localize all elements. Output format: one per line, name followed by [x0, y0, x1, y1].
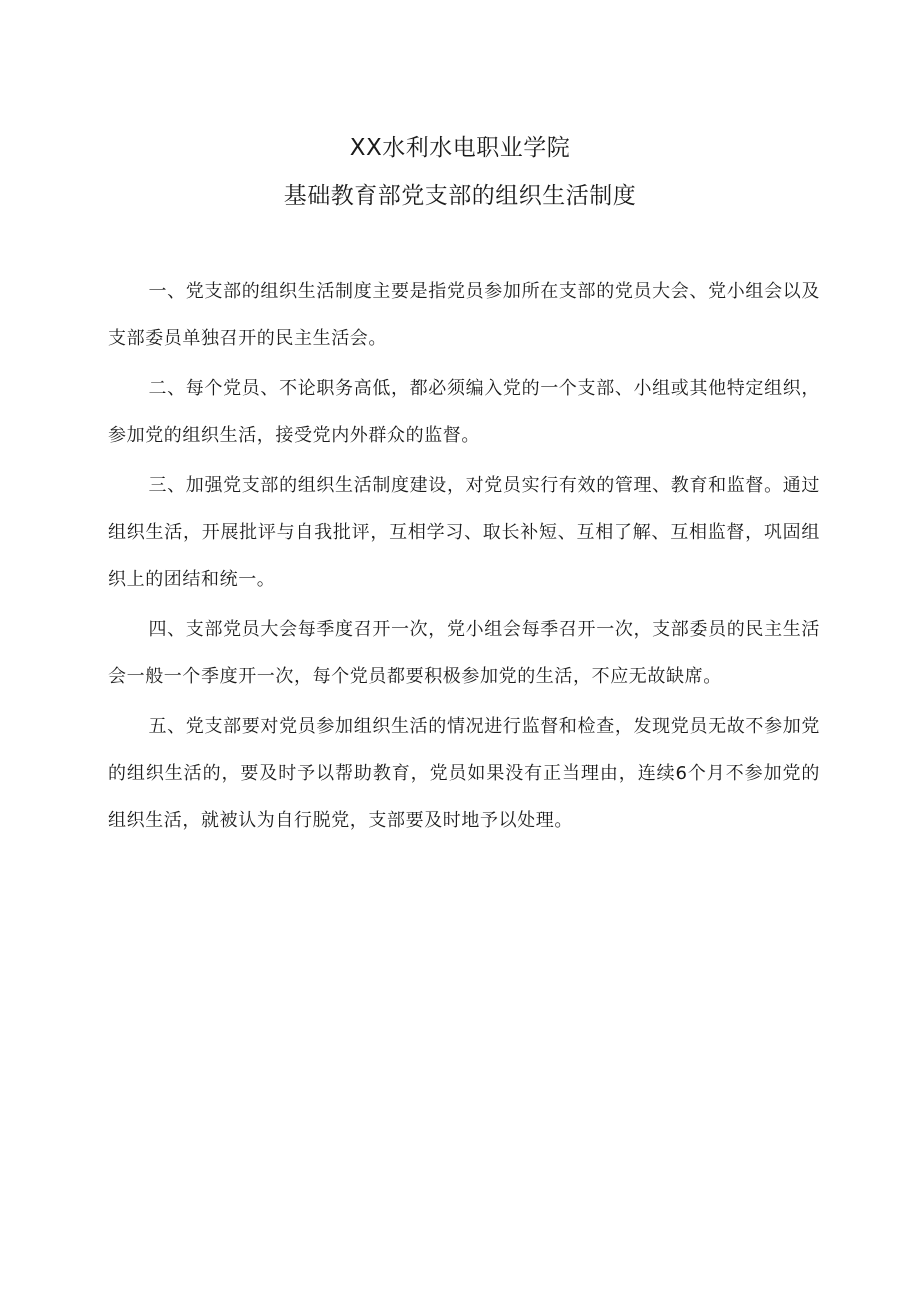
paragraph-1: 一、党支部的组织生活制度主要是指党员参加所在支部的党员大会、党小组会以及支部委员单独召开的民主生活会。	[108, 281, 820, 349]
title-regulation: 基础教育部党支部的组织生活制度	[283, 183, 637, 209]
paragraph-3: 三、加强党支部的组织生活制度建设，对党员实行有效的管理、教育和监督。通过组织生活，开展批评与自我批评，互相学习、取长补短、互相了解、互相监督，巩固组织上的团结和统一。	[108, 475, 820, 590]
document-body	[108, 268, 820, 847]
paragraph-5: 五、党支部要对党员参加组织生活的情况进行监督和检查，发现党员无故不参加党的组织生活的，要及时予以帮助教育，党员如果没有正当理由，连续6个月不参加党的组织生活，就被认为自行脱党，支部要及时地予以处理。	[108, 716, 820, 831]
title-institution: XX水利水电职业学院	[349, 135, 571, 161]
document-title	[0, 126, 920, 218]
paragraph-2: 二、每个党员、不论职务高低，都必须编入党的一个支部、小组或其他特定组织，参加党的组织生活，接受党内外群众的监督。	[108, 378, 820, 446]
paragraph-4: 四、支部党员大会每季度召开一次，党小组会每季召开一次，支部委员的民主生活会一般一个季度开一次，每个党员都要积极参加党的生活，不应无故缺席。	[108, 619, 820, 687]
